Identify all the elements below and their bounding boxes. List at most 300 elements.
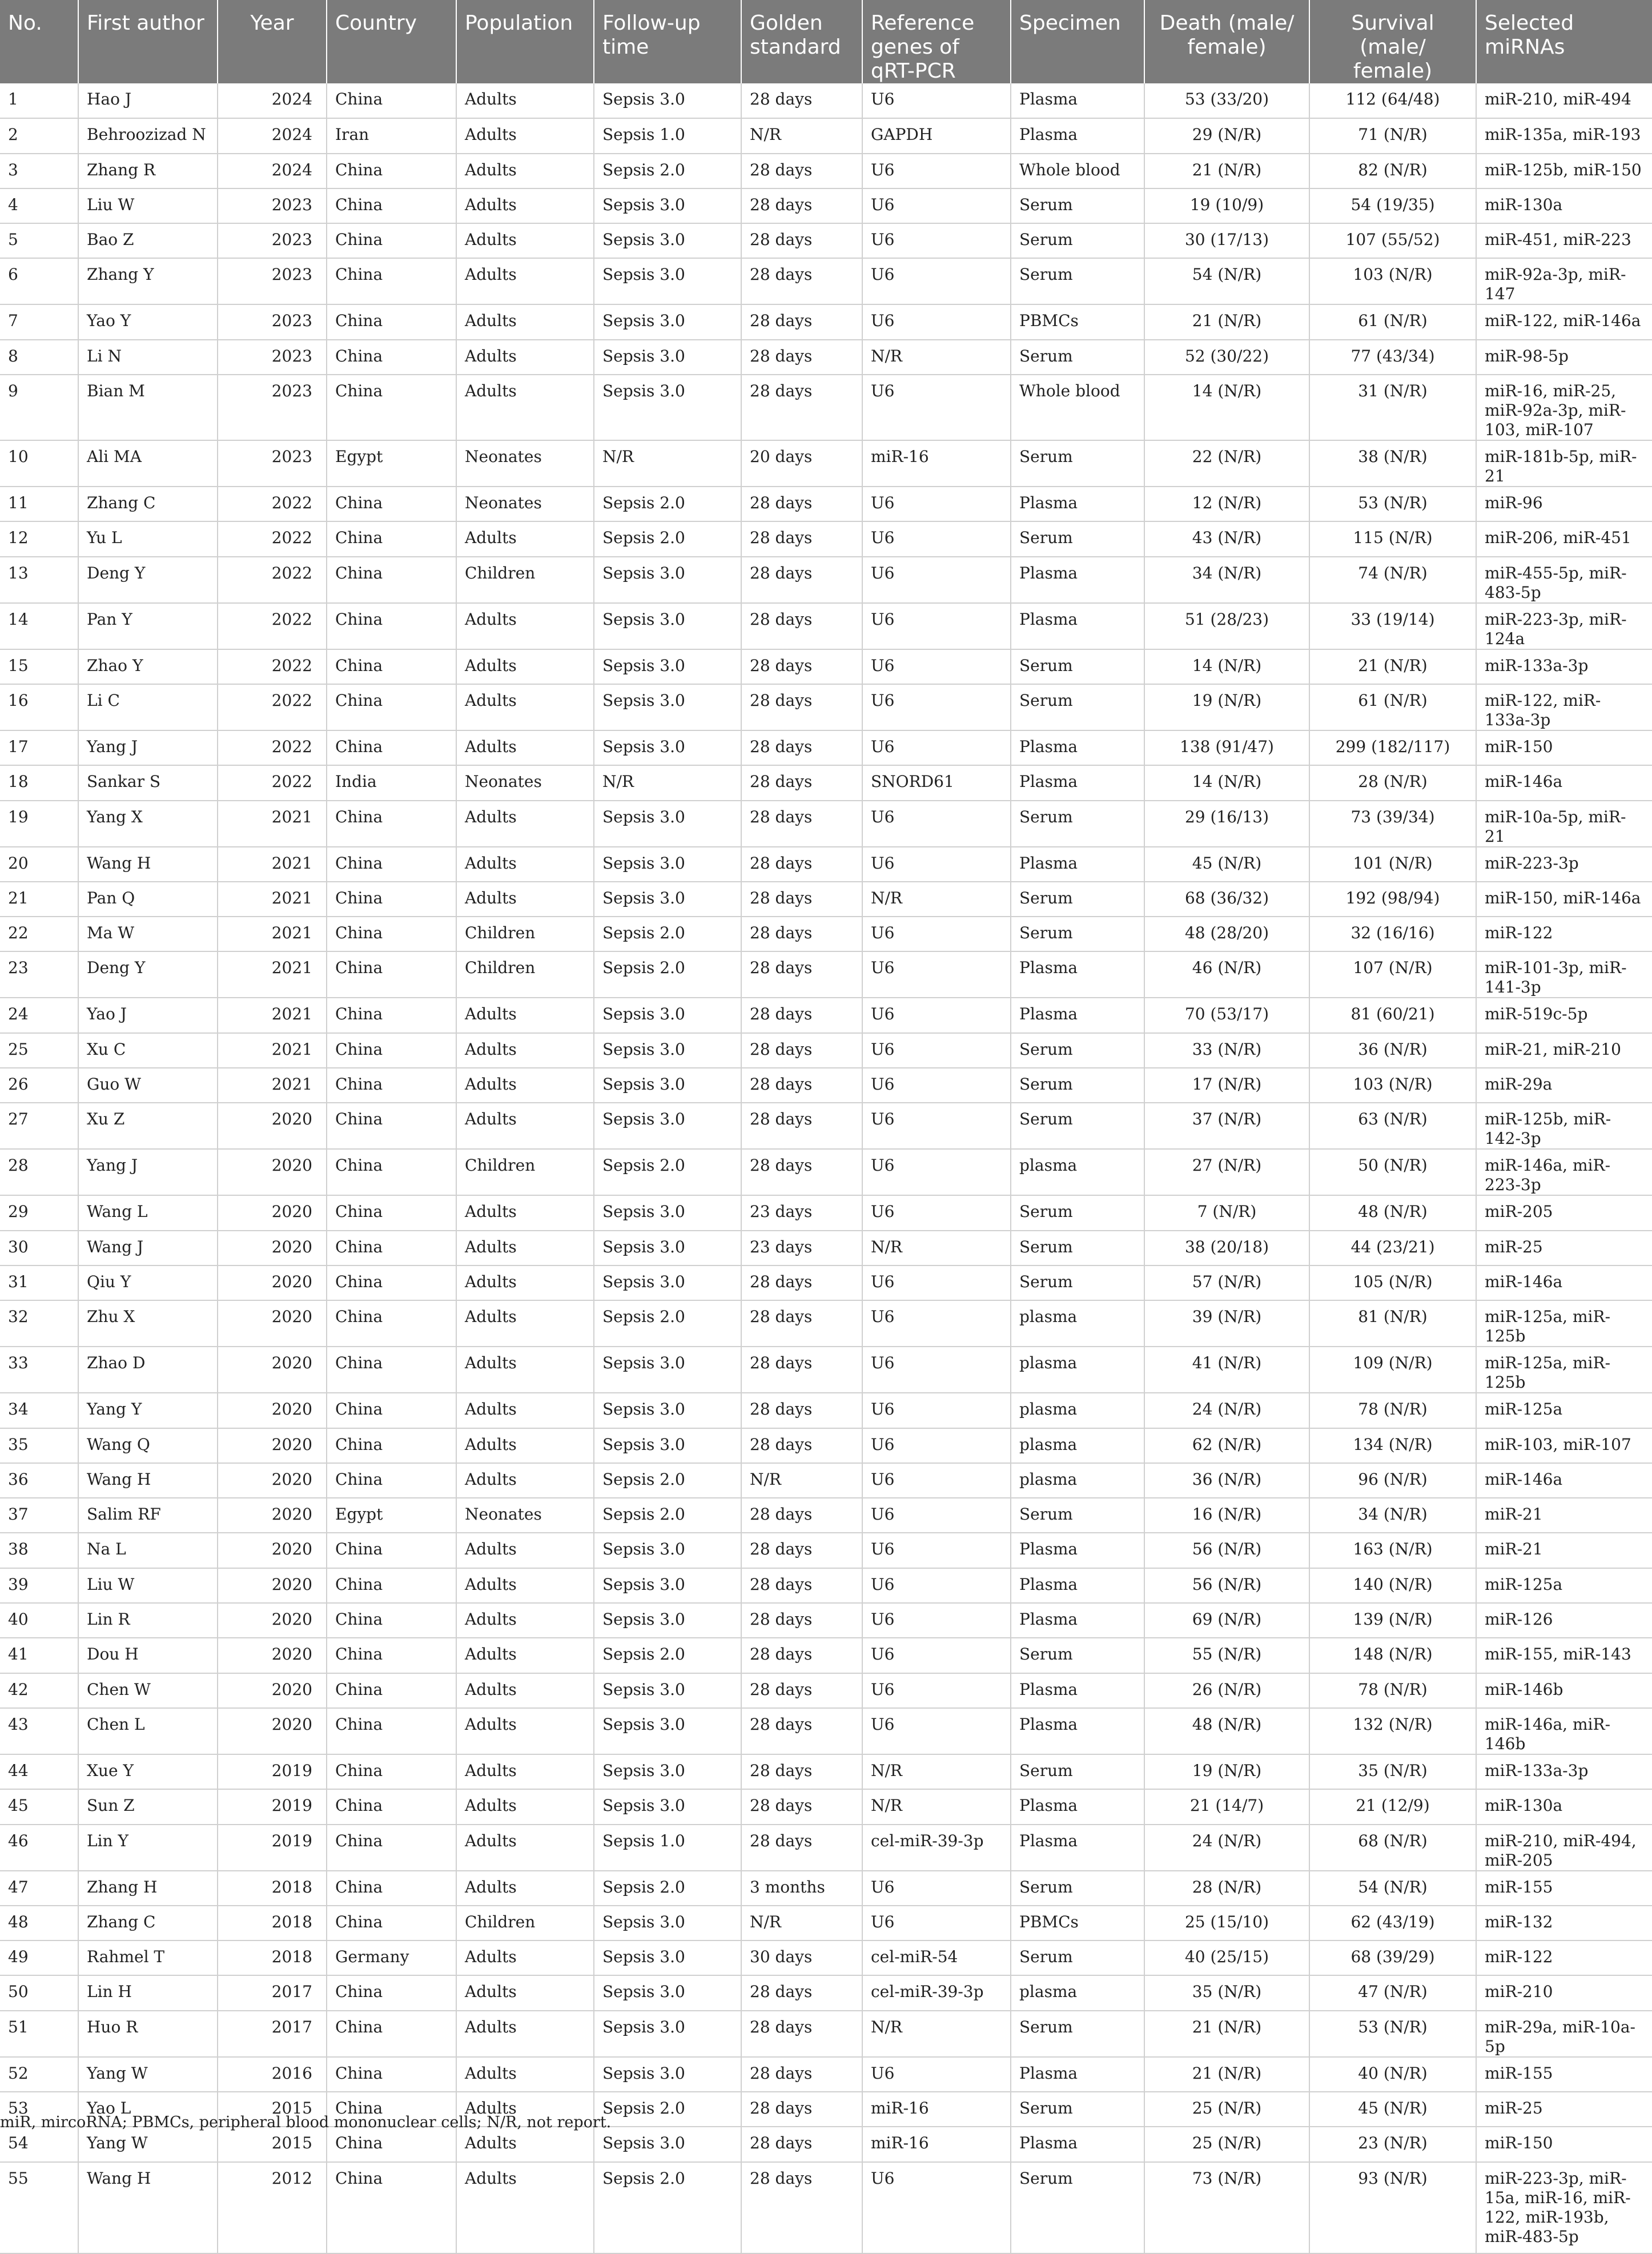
table-row xyxy=(0,340,1652,375)
col-selected-mirnas-cell: miR-146b xyxy=(1476,1673,1652,1708)
col-selected-mirnas-cell: miR-146a xyxy=(1476,1265,1652,1300)
col-no-cell: 52 xyxy=(0,2057,78,2092)
col-reference-genes-cell: U6 xyxy=(862,2162,1011,2253)
col-specimen-cell: Plasma xyxy=(1011,847,1144,882)
col-selected-mirnas-cell: miR-223-3p, miR-124a xyxy=(1476,603,1652,649)
col-golden-standard-cell: 28 days xyxy=(741,951,862,998)
col-death-cell: 19 (N/R) xyxy=(1144,1754,1309,1789)
col-survival-cell: 50 (N/R) xyxy=(1309,1149,1476,1195)
col-selected-mirnas-cell: miR-210 xyxy=(1476,1975,1652,2010)
col-death-cell: 19 (N/R) xyxy=(1144,684,1309,730)
col-survival-cell: 78 (N/R) xyxy=(1309,1673,1476,1708)
col-specimen-cell: Plasma xyxy=(1011,83,1144,118)
col-country-cell: China xyxy=(327,375,456,440)
col-country-cell: China xyxy=(327,1231,456,1265)
col-death-cell: 22 (N/R) xyxy=(1144,440,1309,487)
col-selected-mirnas-cell: miR-155 xyxy=(1476,2057,1652,2092)
table-row xyxy=(0,1463,1652,1498)
table-row xyxy=(0,1231,1652,1265)
col-selected-mirnas-cell: miR-210, miR-494 xyxy=(1476,83,1652,118)
table-row xyxy=(0,1940,1652,1975)
col-golden-standard-cell: N/R xyxy=(741,118,862,153)
col-population-cell: Adults xyxy=(456,847,594,882)
col-golden-standard-cell: 28 days xyxy=(741,847,862,882)
table-row xyxy=(0,998,1652,1032)
col-selected-mirnas-cell: miR-92a-3p, miR-147 xyxy=(1476,258,1652,304)
table-row xyxy=(0,603,1652,649)
col-selected-mirnas-cell: miR-122 xyxy=(1476,917,1652,951)
col-year-cell: 2020 xyxy=(218,1498,327,1533)
col-population-cell: Neonates xyxy=(456,1498,594,1533)
col-population-cell: Children xyxy=(456,917,594,951)
col-golden-standard-cell: 28 days xyxy=(741,1149,862,1195)
col-reference-genes-cell: U6 xyxy=(862,1195,1011,1230)
col-death-cell: 39 (N/R) xyxy=(1144,1300,1309,1347)
col-reference-genes-cell: U6 xyxy=(862,603,1011,649)
col-country-cell: China xyxy=(327,1428,456,1463)
table-row xyxy=(0,521,1652,556)
col-selected-mirnas-cell: miR-455-5p, miR-483-5p xyxy=(1476,557,1652,603)
col-no-cell: 43 xyxy=(0,1708,78,1754)
col-golden-standard-cell: 28 days xyxy=(741,304,862,339)
col-first-author-cell: Yao L xyxy=(78,2092,218,2127)
col-selected-mirnas-cell: miR-21, miR-210 xyxy=(1476,1033,1652,1068)
col-year-cell: 2018 xyxy=(218,1940,327,1975)
col-first-author-cell: Zhu X xyxy=(78,1300,218,1347)
col-survival-cell: 33 (19/14) xyxy=(1309,603,1476,649)
col-selected-mirnas-cell: miR-223-3p, miR-15a, miR-16, miR-122, miR-193b, miR-483-5p xyxy=(1476,2162,1652,2253)
col-follow-up-time-cell: Sepsis 3.0 xyxy=(594,340,741,375)
col-golden-standard-cell: 28 days xyxy=(741,1673,862,1708)
col-selected-mirnas-cell: miR-519c-5p xyxy=(1476,998,1652,1032)
col-reference-genes-cell: U6 xyxy=(862,83,1011,118)
col-reference-genes-cell: U6 xyxy=(862,375,1011,440)
col-year-cell: 2022 xyxy=(218,487,327,521)
table-row xyxy=(0,2011,1652,2057)
col-follow-up-time-cell: Sepsis 3.0 xyxy=(594,1231,741,1265)
col-reference-genes-cell: N/R xyxy=(862,882,1011,917)
col-population-cell: Neonates xyxy=(456,440,594,487)
col-no-cell: 36 xyxy=(0,1463,78,1498)
col-country-cell: China xyxy=(327,521,456,556)
col-specimen-cell: Serum xyxy=(1011,882,1144,917)
col-reference-genes-cell: U6 xyxy=(862,557,1011,603)
col-country-cell: China xyxy=(327,154,456,188)
col-follow-up-time-cell: Sepsis 3.0 xyxy=(594,1265,741,1300)
col-survival-cell: 139 (N/R) xyxy=(1309,1603,1476,1638)
col-follow-up-time-cell: Sepsis 3.0 xyxy=(594,223,741,258)
col-survival-cell: 23 (N/R) xyxy=(1309,2127,1476,2161)
col-survival-cell: 81 (N/R) xyxy=(1309,1300,1476,1347)
col-selected-mirnas-cell: miR-125b, miR-150 xyxy=(1476,154,1652,188)
col-country-cell: China xyxy=(327,1789,456,1824)
table-row xyxy=(0,2057,1652,2092)
col-survival-cell: 34 (N/R) xyxy=(1309,1498,1476,1533)
col-year-cell: 2023 xyxy=(218,375,327,440)
col-golden-standard-cell: 28 days xyxy=(741,1975,862,2010)
table-row xyxy=(0,730,1652,765)
col-survival-cell: 38 (N/R) xyxy=(1309,440,1476,487)
col-specimen-cell: PBMCs xyxy=(1011,304,1144,339)
col-population-cell: Adults xyxy=(456,1603,594,1638)
table-row xyxy=(0,304,1652,339)
col-specimen-cell: plasma xyxy=(1011,1463,1144,1498)
col-survival-cell: 53 (N/R) xyxy=(1309,487,1476,521)
col-selected-mirnas-cell: miR-130a xyxy=(1476,1789,1652,1824)
col-selected-mirnas-cell: miR-206, miR-451 xyxy=(1476,521,1652,556)
col-golden-standard-cell: 28 days xyxy=(741,557,862,603)
col-specimen-cell: Whole blood xyxy=(1011,154,1144,188)
col-golden-standard-cell: 28 days xyxy=(741,154,862,188)
col-no-cell: 42 xyxy=(0,1673,78,1708)
col-year-cell: 2021 xyxy=(218,998,327,1032)
col-survival-cell: 45 (N/R) xyxy=(1309,2092,1476,2127)
col-death-cell: 34 (N/R) xyxy=(1144,557,1309,603)
col-country-cell: Egypt xyxy=(327,440,456,487)
col-specimen-cell: Plasma xyxy=(1011,730,1144,765)
col-country-cell: China xyxy=(327,188,456,223)
col-country-cell: China xyxy=(327,1265,456,1300)
col-reference-genes-cell: cel-miR-39-3p xyxy=(862,1825,1011,1871)
col-no-cell: 1 xyxy=(0,83,78,118)
col-specimen-cell: Plasma xyxy=(1011,765,1144,800)
col-country-cell: China xyxy=(327,2162,456,2253)
col-population-cell: Adults xyxy=(456,882,594,917)
col-death-cell: 55 (N/R) xyxy=(1144,1638,1309,1673)
col-reference-genes-cell: U6 xyxy=(862,304,1011,339)
col-golden-standard-cell: 28 days xyxy=(741,1825,862,1871)
col-selected-mirnas-cell: miR-122 xyxy=(1476,1940,1652,1975)
col-reference-genes-cell: U6 xyxy=(862,649,1011,684)
col-first-author-cell: Bian M xyxy=(78,375,218,440)
col-country-cell: China xyxy=(327,1906,456,1940)
col-first-author-cell: Li N xyxy=(78,340,218,375)
col-year-cell: 2012 xyxy=(218,2162,327,2253)
col-golden-standard-cell: 28 days xyxy=(741,801,862,847)
col-survival-cell: 68 (N/R) xyxy=(1309,1825,1476,1871)
col-death-cell: 45 (N/R) xyxy=(1144,847,1309,882)
col-year-cell: 2022 xyxy=(218,684,327,730)
col-survival-cell: 78 (N/R) xyxy=(1309,1393,1476,1428)
col-golden-standard-cell: 28 days xyxy=(741,1754,862,1789)
col-selected-mirnas-cell: miR-29a, miR-10a-5p xyxy=(1476,2011,1652,2057)
col-no-cell: 47 xyxy=(0,1871,78,1906)
col-country-cell: Egypt xyxy=(327,1498,456,1533)
col-specimen-cell: Serum xyxy=(1011,1940,1144,1975)
col-death-cell: 56 (N/R) xyxy=(1144,1568,1309,1603)
col-follow-up-time-cell: Sepsis 2.0 xyxy=(594,487,741,521)
col-death-cell: 27 (N/R) xyxy=(1144,1149,1309,1195)
col-no-cell: 20 xyxy=(0,847,78,882)
col-first-author-cell: Chen L xyxy=(78,1708,218,1754)
col-year-cell: 2020 xyxy=(218,1568,327,1603)
col-country-cell: China xyxy=(327,1603,456,1638)
col-reference-genes-cell: U6 xyxy=(862,998,1011,1032)
col-first-author-cell: Salim RF xyxy=(78,1498,218,1533)
col-country-cell: China xyxy=(327,684,456,730)
col-survival-cell: 62 (43/19) xyxy=(1309,1906,1476,1940)
col-specimen-cell: plasma xyxy=(1011,1393,1144,1428)
col-no-cell: 54 xyxy=(0,2127,78,2161)
col-reference-genes-cell: U6 xyxy=(862,684,1011,730)
col-year-cell: 2020 xyxy=(218,1195,327,1230)
col-survival-cell: 53 (N/R) xyxy=(1309,2011,1476,2057)
col-year-cell: 2024 xyxy=(218,154,327,188)
col-population-cell: Neonates xyxy=(456,487,594,521)
col-population-cell: Adults xyxy=(456,1463,594,1498)
col-follow-up-time-cell: N/R xyxy=(594,440,741,487)
col-population-cell: Children xyxy=(456,557,594,603)
col-country-cell: China xyxy=(327,1871,456,1906)
col-survival-cell: 74 (N/R) xyxy=(1309,557,1476,603)
col-survival-cell: 61 (N/R) xyxy=(1309,304,1476,339)
col-death-cell: 43 (N/R) xyxy=(1144,521,1309,556)
col-follow-up-time-cell: Sepsis 2.0 xyxy=(594,2092,741,2127)
col-follow-up-time-cell: Sepsis 2.0 xyxy=(594,951,741,998)
col-population-cell: Adults xyxy=(456,801,594,847)
col-selected-mirnas-cell: miR-146a xyxy=(1476,765,1652,800)
col-year-cell: 2020 xyxy=(218,1231,327,1265)
col-no-cell: 46 xyxy=(0,1825,78,1871)
col-death-cell: 25 (N/R) xyxy=(1144,2092,1309,2127)
col-reference-genes-cell: U6 xyxy=(862,1265,1011,1300)
col-selected-mirnas-cell: miR-96 xyxy=(1476,487,1652,521)
col-survival-cell: 134 (N/R) xyxy=(1309,1428,1476,1463)
col-no-cell: 32 xyxy=(0,1300,78,1347)
col-no-cell: 41 xyxy=(0,1638,78,1673)
col-golden-standard-cell: 28 days xyxy=(741,375,862,440)
col-population-cell: Adults xyxy=(456,1231,594,1265)
table-row xyxy=(0,375,1652,440)
col-specimen-cell: Plasma xyxy=(1011,487,1144,521)
col-no-cell: 13 xyxy=(0,557,78,603)
col-no-cell: 4 xyxy=(0,188,78,223)
col-no-cell: 19 xyxy=(0,801,78,847)
col-selected-mirnas-cell: miR-98-5p xyxy=(1476,340,1652,375)
table-row xyxy=(0,1708,1652,1754)
col-survival-cell: 28 (N/R) xyxy=(1309,765,1476,800)
col-selected-mirnas-cell: miR-210, miR-494, miR-205 xyxy=(1476,1825,1652,1871)
col-country-cell: China xyxy=(327,258,456,304)
col-survival-cell: 31 (N/R) xyxy=(1309,375,1476,440)
table-row xyxy=(0,557,1652,603)
col-reference-genes-cell: miR-16 xyxy=(862,2092,1011,2127)
col-follow-up-time-cell: Sepsis 3.0 xyxy=(594,2057,741,2092)
col-death-cell: 33 (N/R) xyxy=(1144,1033,1309,1068)
table-row xyxy=(0,1347,1652,1393)
col-golden-standard-cell: 28 days xyxy=(741,258,862,304)
col-no-cell: 23 xyxy=(0,951,78,998)
col-country-cell: China xyxy=(327,304,456,339)
col-follow-up-time-cell: Sepsis 3.0 xyxy=(594,557,741,603)
col-death-cell: 25 (15/10) xyxy=(1144,1906,1309,1940)
col-follow-up-time-cell: Sepsis 3.0 xyxy=(594,1068,741,1103)
col-country-cell: India xyxy=(327,765,456,800)
col-population-cell: Adults xyxy=(456,1708,594,1754)
col-country-cell: China xyxy=(327,1393,456,1428)
col-reference-genes-cell: U6 xyxy=(862,1428,1011,1463)
col-death-cell: 25 (N/R) xyxy=(1144,2127,1309,2161)
col-first-author-header: First author xyxy=(78,0,218,83)
col-selected-mirnas-cell: miR-25 xyxy=(1476,1231,1652,1265)
col-death-cell: 41 (N/R) xyxy=(1144,1347,1309,1393)
col-survival-cell: 44 (23/21) xyxy=(1309,1231,1476,1265)
col-population-cell: Children xyxy=(456,1906,594,1940)
col-first-author-cell: Xu C xyxy=(78,1033,218,1068)
col-year-cell: 2023 xyxy=(218,440,327,487)
table-body xyxy=(0,83,1652,2253)
table-row xyxy=(0,1428,1652,1463)
col-golden-standard-cell: 28 days xyxy=(741,83,862,118)
col-follow-up-time-cell: Sepsis 3.0 xyxy=(594,2011,741,2057)
col-population-cell: Adults xyxy=(456,1533,594,1568)
col-first-author-cell: Zhang C xyxy=(78,1906,218,1940)
table-row xyxy=(0,1906,1652,1940)
col-specimen-cell: Plasma xyxy=(1011,1603,1144,1638)
col-first-author-cell: Yang W xyxy=(78,2057,218,2092)
col-country-cell: China xyxy=(327,1068,456,1103)
col-no-cell: 7 xyxy=(0,304,78,339)
col-first-author-cell: Zhao Y xyxy=(78,649,218,684)
col-death-cell: 73 (N/R) xyxy=(1144,2162,1309,2253)
col-survival-cell: 21 (N/R) xyxy=(1309,649,1476,684)
col-death-cell: 37 (N/R) xyxy=(1144,1103,1309,1149)
col-death-cell: 52 (30/22) xyxy=(1144,340,1309,375)
col-reference-genes-cell: N/R xyxy=(862,1789,1011,1824)
col-selected-mirnas-cell: miR-155, miR-143 xyxy=(1476,1638,1652,1673)
col-death-cell: 12 (N/R) xyxy=(1144,487,1309,521)
col-first-author-cell: Li C xyxy=(78,684,218,730)
col-selected-mirnas-cell: miR-126 xyxy=(1476,1603,1652,1638)
col-year-cell: 2019 xyxy=(218,1754,327,1789)
col-specimen-cell: Serum xyxy=(1011,440,1144,487)
col-death-cell: 69 (N/R) xyxy=(1144,1603,1309,1638)
col-population-cell: Adults xyxy=(456,649,594,684)
col-golden-standard-cell: 28 days xyxy=(741,487,862,521)
col-specimen-cell: Serum xyxy=(1011,2092,1144,2127)
col-selected-mirnas-cell: miR-205 xyxy=(1476,1195,1652,1230)
col-no-cell: 35 xyxy=(0,1428,78,1463)
col-no-cell: 14 xyxy=(0,603,78,649)
table-row xyxy=(0,1103,1652,1149)
col-survival-cell: 103 (N/R) xyxy=(1309,258,1476,304)
col-reference-genes-cell: U6 xyxy=(862,1568,1011,1603)
table-row xyxy=(0,1638,1652,1673)
col-population-header: Population xyxy=(456,0,594,83)
col-follow-up-time-cell: Sepsis 3.0 xyxy=(594,188,741,223)
col-death-cell: 21 (N/R) xyxy=(1144,154,1309,188)
col-survival-cell: 192 (98/94) xyxy=(1309,882,1476,917)
col-specimen-cell: PBMCs xyxy=(1011,1906,1144,1940)
col-first-author-cell: Yao Y xyxy=(78,304,218,339)
col-first-author-cell: Guo W xyxy=(78,1068,218,1103)
col-golden-standard-cell: 28 days xyxy=(741,2092,862,2127)
col-first-author-cell: Dou H xyxy=(78,1638,218,1673)
col-selected-mirnas-cell: miR-125a xyxy=(1476,1568,1652,1603)
col-reference-genes-cell: U6 xyxy=(862,951,1011,998)
col-golden-standard-cell: 28 days xyxy=(741,684,862,730)
col-reference-genes-cell: U6 xyxy=(862,1603,1011,1638)
col-golden-standard-cell: N/R xyxy=(741,1463,862,1498)
col-reference-genes-cell: U6 xyxy=(862,1906,1011,1940)
col-follow-up-time-cell: Sepsis 1.0 xyxy=(594,1825,741,1871)
col-selected-mirnas-cell: miR-29a xyxy=(1476,1068,1652,1103)
col-death-cell: 35 (N/R) xyxy=(1144,1975,1309,2010)
col-follow-up-time-cell: Sepsis 3.0 xyxy=(594,1754,741,1789)
col-golden-standard-cell: 28 days xyxy=(741,1033,862,1068)
col-death-cell: 29 (N/R) xyxy=(1144,118,1309,153)
table-row xyxy=(0,223,1652,258)
col-country-cell: China xyxy=(327,83,456,118)
col-survival-cell: 132 (N/R) xyxy=(1309,1708,1476,1754)
col-specimen-cell: Whole blood xyxy=(1011,375,1144,440)
col-follow-up-time-cell: Sepsis 3.0 xyxy=(594,1708,741,1754)
col-country-cell: China xyxy=(327,1568,456,1603)
col-country-cell: China xyxy=(327,2057,456,2092)
col-survival-cell: 299 (182/117) xyxy=(1309,730,1476,765)
col-reference-genes-cell: miR-16 xyxy=(862,2127,1011,2161)
col-first-author-cell: Wang H xyxy=(78,2162,218,2253)
col-follow-up-time-cell: Sepsis 1.0 xyxy=(594,118,741,153)
col-population-cell: Adults xyxy=(456,998,594,1032)
col-follow-up-time-cell: Sepsis 2.0 xyxy=(594,154,741,188)
col-first-author-cell: Yang J xyxy=(78,730,218,765)
col-golden-standard-cell: 28 days xyxy=(741,521,862,556)
col-first-author-cell: Behroozizad N xyxy=(78,118,218,153)
col-specimen-cell: Serum xyxy=(1011,1231,1144,1265)
col-selected-mirnas-cell: miR-125a xyxy=(1476,1393,1652,1428)
col-population-cell: Adults xyxy=(456,1195,594,1230)
col-year-cell: 2020 xyxy=(218,1638,327,1673)
col-death-cell: 21 (N/R) xyxy=(1144,304,1309,339)
col-country-cell: China xyxy=(327,557,456,603)
col-first-author-cell: Yao J xyxy=(78,998,218,1032)
col-golden-standard-cell: 28 days xyxy=(741,1393,862,1428)
col-population-cell: Adults xyxy=(456,1068,594,1103)
col-follow-up-time-cell: Sepsis 3.0 xyxy=(594,1789,741,1824)
col-first-author-cell: Zhang C xyxy=(78,487,218,521)
col-year-cell: 2020 xyxy=(218,1673,327,1708)
col-death-cell: 53 (33/20) xyxy=(1144,83,1309,118)
col-population-cell: Adults xyxy=(456,1033,594,1068)
col-follow-up-time-cell: Sepsis 3.0 xyxy=(594,1975,741,2010)
col-population-cell: Adults xyxy=(456,258,594,304)
col-no-cell: 40 xyxy=(0,1603,78,1638)
col-first-author-cell: Wang L xyxy=(78,1195,218,1230)
col-death-cell: 29 (16/13) xyxy=(1144,801,1309,847)
table-row xyxy=(0,1789,1652,1824)
col-specimen-cell: Serum xyxy=(1011,801,1144,847)
col-year-cell: 2022 xyxy=(218,521,327,556)
col-first-author-cell: Ma W xyxy=(78,917,218,951)
col-no-cell: 25 xyxy=(0,1033,78,1068)
table-row xyxy=(0,1603,1652,1638)
col-no-cell: 18 xyxy=(0,765,78,800)
col-year-cell: 2022 xyxy=(218,765,327,800)
col-golden-standard-cell: 28 days xyxy=(741,1568,862,1603)
col-reference-genes-cell: U6 xyxy=(862,1533,1011,1568)
col-year-cell: 2023 xyxy=(218,223,327,258)
col-population-cell: Adults xyxy=(456,154,594,188)
col-follow-up-time-cell: Sepsis 3.0 xyxy=(594,603,741,649)
table-row xyxy=(0,2162,1652,2253)
col-year-cell: 2022 xyxy=(218,603,327,649)
col-population-cell: Adults xyxy=(456,1428,594,1463)
col-follow-up-time-header: Follow-up time xyxy=(594,0,741,83)
table-row xyxy=(0,1754,1652,1789)
col-survival-cell: 63 (N/R) xyxy=(1309,1103,1476,1149)
col-specimen-cell: Plasma xyxy=(1011,1789,1144,1824)
